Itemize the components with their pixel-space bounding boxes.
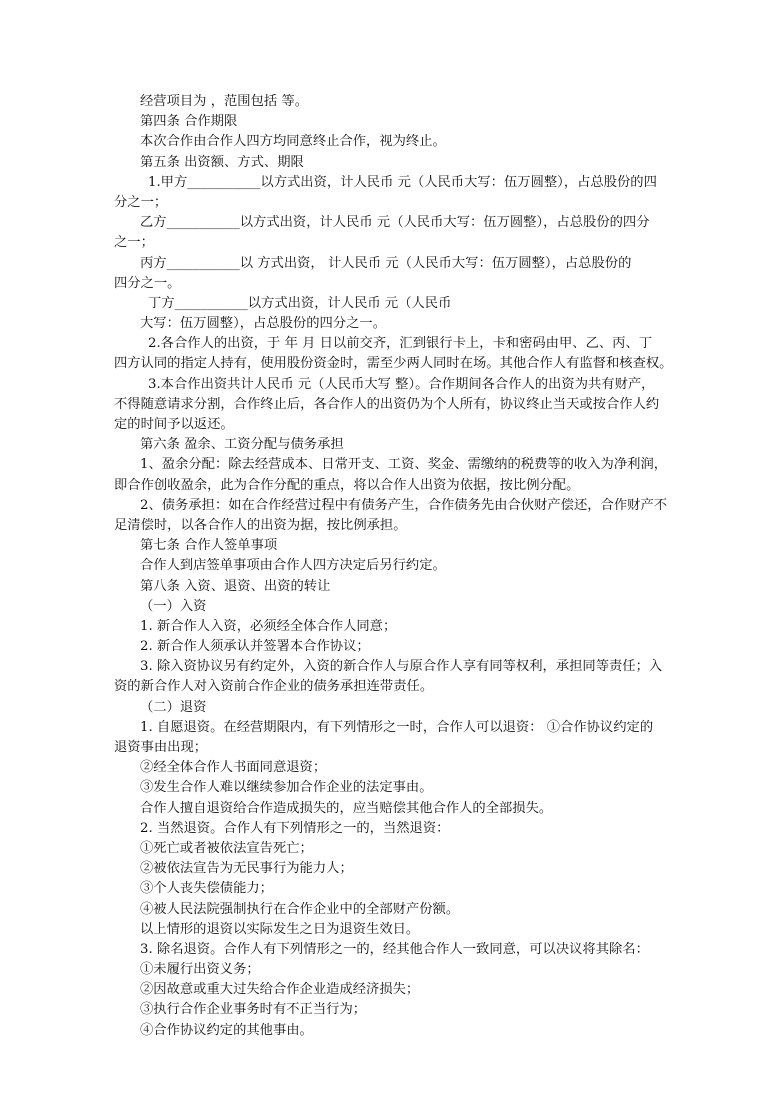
text-line: 定的时间予以返还。: [114, 417, 234, 432]
text-line: 四分之一。: [114, 275, 181, 291]
text-line: 合作人到店签单事项由合作人四方决定后另行约定。: [140, 558, 446, 574]
text-line: 丙方___________以 方式出资， 计人民币 元（人民币大写：伍万圆整），占总股份的: [140, 255, 632, 271]
text-line: （二）退资: [140, 699, 207, 715]
text-line: 3. 除入资协议另有约定外，入资的新合作人与原合作人享有同等权利，承担同等责任；入: [140, 659, 663, 675]
text-line: ②经全体合作人书面同意退资；: [140, 760, 327, 776]
text-line: ②被依法宣告为无民事行为能力人；: [140, 861, 353, 877]
text-line: ④合作协议约定的其他事由。: [140, 1022, 313, 1038]
text-line: 1、盈余分配：除去经营成本、日常开支、工资、奖金、需缴纳的税费等的收入为净利润，: [140, 457, 668, 473]
text-line: 第八条 入资、退资、出资的转让: [140, 578, 331, 594]
text-line: 第五条 出资额、方式、期限: [140, 154, 304, 170]
text-line: 3. 除名退资。合作人有下列情形之一的，经其他合作人一致同意，可以决议将其除名：: [140, 941, 649, 957]
text-line: ②因故意或重大过失给合作企业造成经济损失；: [140, 982, 420, 998]
text-line: 丁方___________以方式出资，计人民币 元（人民币: [148, 295, 452, 311]
text-line: 资的新合作人对入资前合作企业的债务承担连带责任。: [114, 679, 434, 695]
text-line: 之一；: [114, 235, 154, 251]
text-line: 1.甲方___________以方式出资，计人民币 元（人民币大写：伍万圆整），占总股份的四: [148, 174, 657, 190]
text-line: 即合作创收盈余，此为合作分配的重点，将以合作人出资为依据，按比例分配。: [114, 477, 580, 493]
text-line: 以上情形的退资以实际发生之日为退资生效日。: [140, 921, 420, 937]
text-line: ③发生合作人难以继续参加合作企业的法定事由。: [140, 780, 433, 796]
text-line: 第四条 合作期限: [140, 114, 238, 130]
text-line: 足清偿时，以各合作人的出资为据，按比例承担。: [114, 517, 407, 533]
text-line: 2.各合作人的出资，于 年 月 日以前交齐，汇到银行卡上，卡和密码由甲、乙、丙、丁: [148, 336, 653, 352]
document-page: [114, 92, 674, 1041]
text-line: ③执行合作企业事务时有不正当行为；: [140, 1002, 367, 1018]
text-line: 第七条 合作人签单事项: [140, 538, 278, 554]
text-line: 2. 当然退资。合作人有下列情形之一的，当然退资：: [140, 820, 450, 836]
text-line: ①死亡或者被依法宣告死亡；: [140, 840, 313, 856]
text-line: （一）入资: [140, 598, 207, 614]
text-line: 分之一；: [114, 194, 168, 210]
text-line: 1. 新合作人入资，必须经全体合作人同意；: [140, 618, 397, 634]
text-line: 经营项目为 ，范围包括 等。: [140, 94, 309, 109]
text-line: ④被人民法院强制执行在合作企业中的全部财产份额。: [140, 901, 460, 917]
text-line: 2. 新合作人须承认并签署本合作协议；: [140, 639, 370, 655]
text-line: 乙方___________以方式出资，计人民币 元（人民币大写：伍万圆整），占总股份的四分: [140, 215, 650, 231]
text-line: 退资事由出现；: [114, 740, 208, 755]
text-line: ①未履行出资义务；: [140, 962, 260, 978]
text-line: 合作人擅自退资给合作造成损失的，应当赔偿其他合作人的全部损失。: [140, 800, 553, 816]
text-line: 第六条 盈余、工资分配与债务承担: [140, 437, 344, 453]
text-line: 2、债务承担：如在合作经营过程中有债务产生，合作债务先由合伙财产偿还，合作财产不: [140, 497, 668, 513]
text-line: 本次合作由合作人四方均同意终止合作，视为终止。: [140, 134, 446, 150]
text-line: 3.本合作出资共计人民币 元（人民币大写 整）。合作期间各合作人的出资为共有财产，: [148, 376, 655, 392]
text-line: 四方认同的指定人持有，使用股份资金时，需至少两人同时在场。其他合作人有监督和核查权。: [114, 356, 673, 372]
text-line: ③个人丧失偿债能力；: [140, 881, 273, 897]
text-line: 1. 自愿退资。在经营期限内，有下列情形之一时，合作人可以退资： ①合作协议约定的: [140, 719, 654, 735]
text-line: 不得随意请求分割，合作终止后，各合作人的出资仍为个人所有，协议终止当天或按合作人约: [114, 396, 660, 412]
text-line: 大写：伍万圆整），占总股份的四分之一。: [140, 316, 386, 332]
